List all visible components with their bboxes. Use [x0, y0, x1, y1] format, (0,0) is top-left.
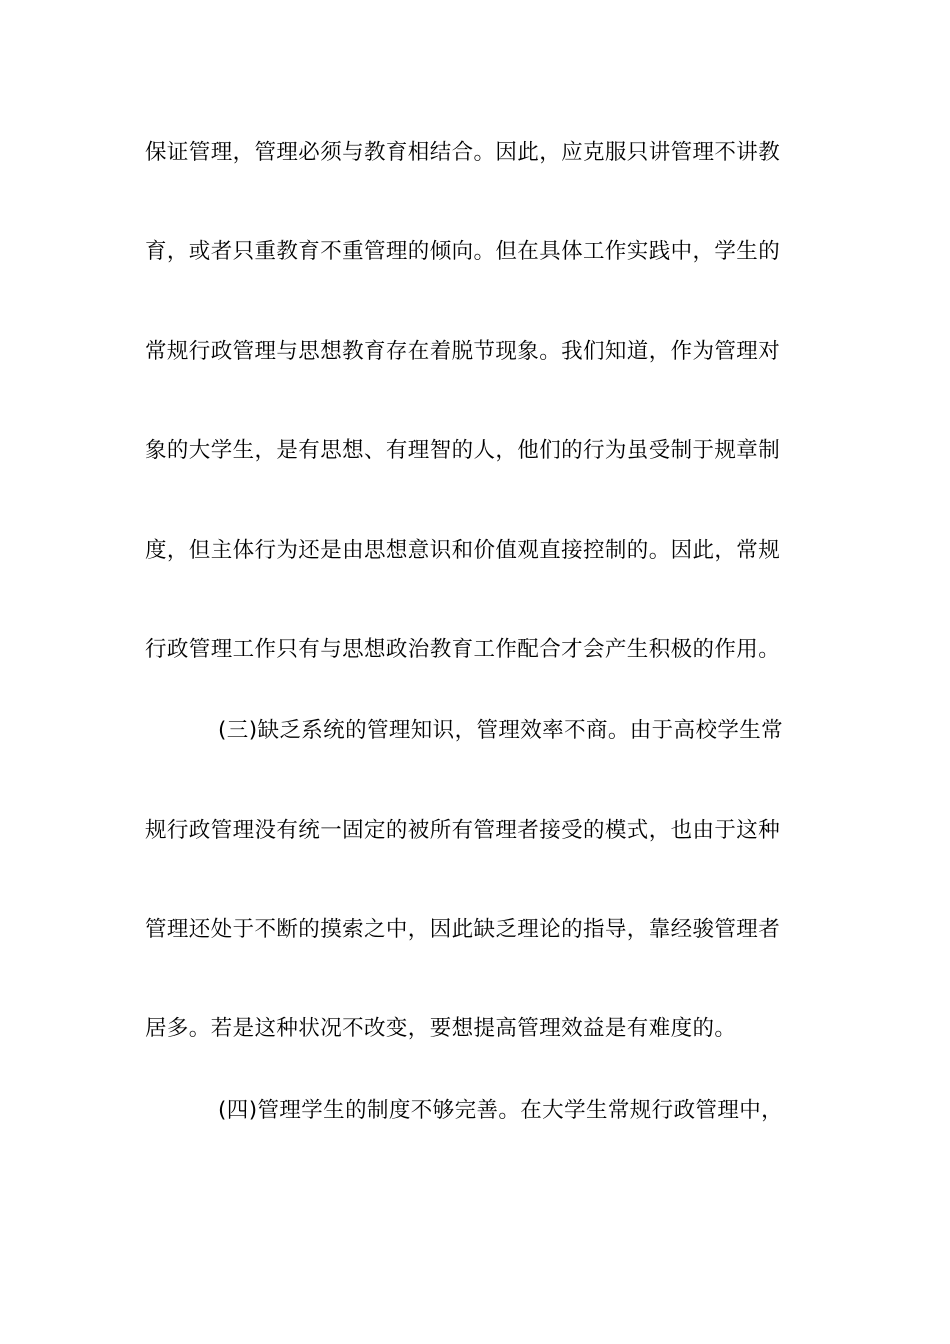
text-line: 常规行政管理与思想教育存在着脱节现象。我们知道，作为管理对 [145, 339, 781, 364]
text-line: 保证管理，管理必须与教育相结合。因此，应克服只讲管理不讲教 [145, 140, 781, 165]
text-line: 管理还处于不断的摸索之中，因此缺乏理论的指导，靠经骏管理者 [145, 917, 781, 942]
text-line: 象的大学生，是有思想、有理智的人，他们的行为虽受制于规章制 [145, 438, 781, 463]
text-line: 育，或者只重教育不重管理的倾向。但在具体工作实践中，学生的 [145, 239, 781, 264]
section-heading-line: (三)缺乏系统的管理知识，管理效率不商。由于高校学生常 [218, 718, 784, 743]
section-heading-line: (四)管理学生的制度不够完善。在大学生常规行政管理中， [218, 1098, 784, 1123]
text-line: 居多。若是这种状况不改变，要想提高管理效益是有难度的。 [145, 1016, 737, 1041]
text-line: 规行政管理没有统一固定的被所有管理者接受的模式，也由于这种 [145, 818, 781, 843]
text-line: 度，但主体行为还是由思想意识和价值观直接控制的。因此，常规 [145, 538, 781, 563]
text-line: 行政管理工作只有与思想政治教育工作配合才会产生积极的作用。 [145, 637, 781, 662]
